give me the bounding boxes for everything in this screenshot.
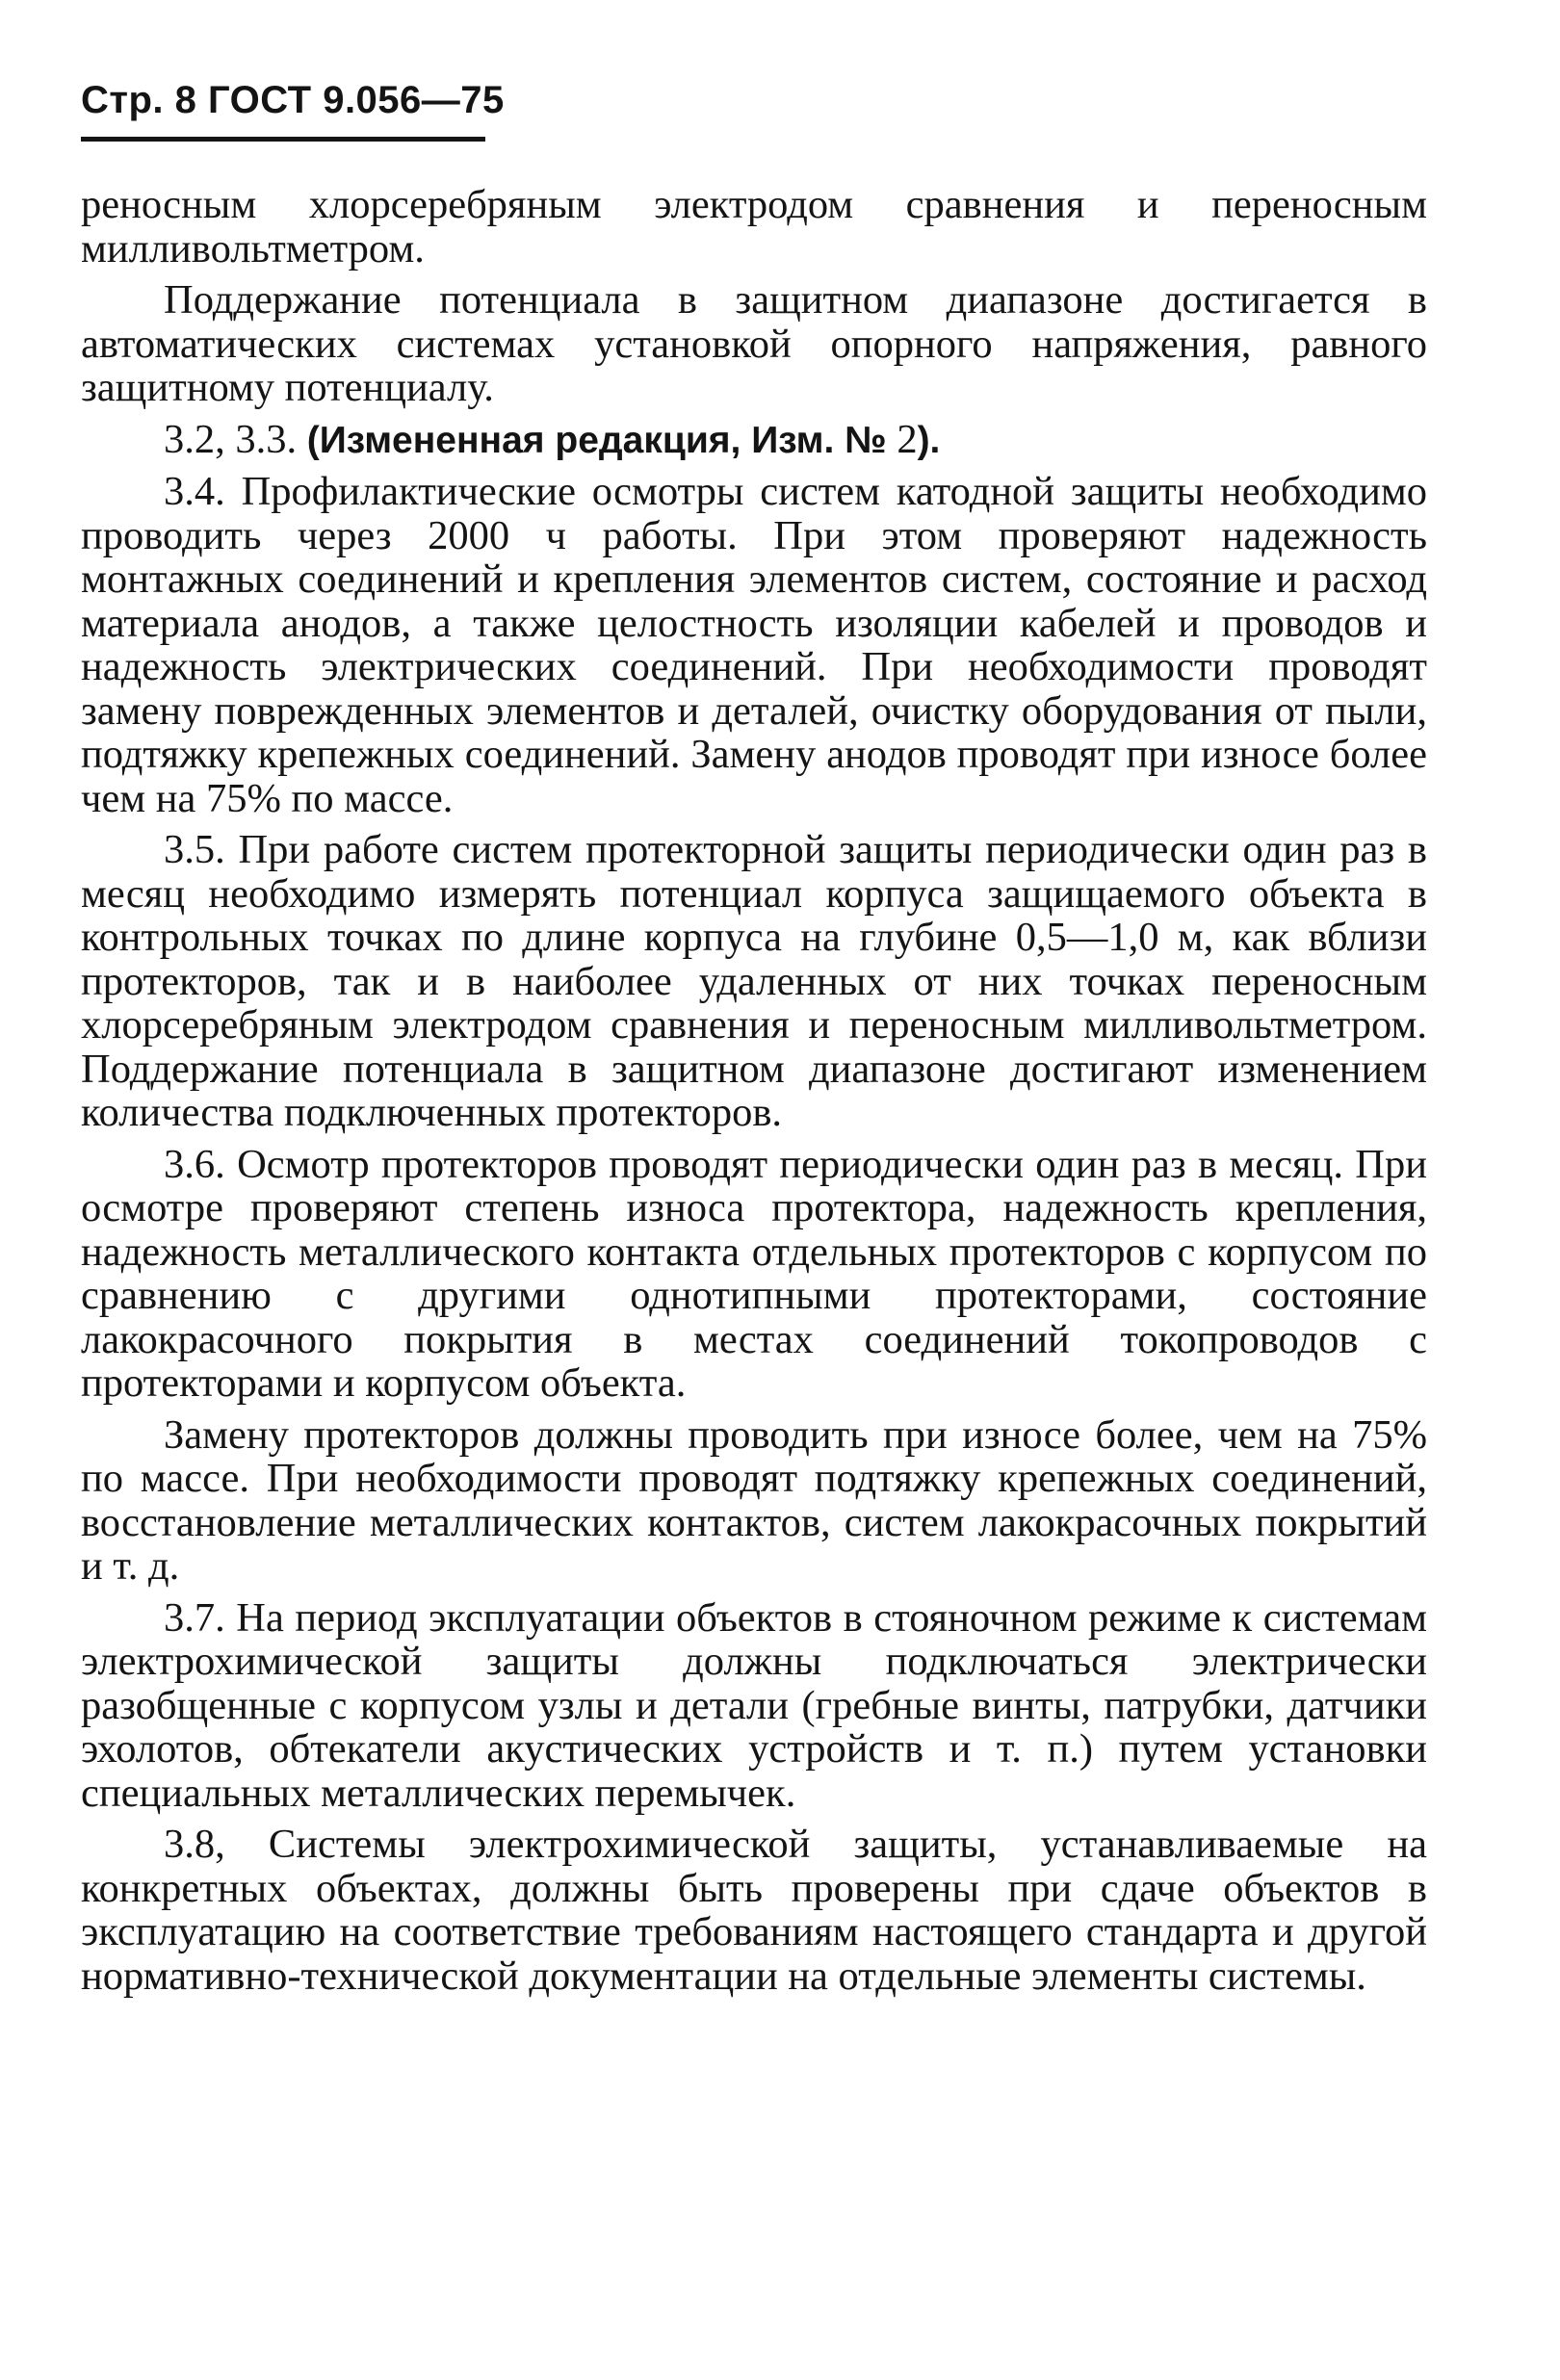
- paragraph-amendment-note: [81, 418, 1427, 463]
- amendment-number: 2: [897, 416, 918, 462]
- header-rule: [81, 137, 485, 142]
- amendment-open-paren: (: [306, 419, 320, 461]
- paragraph-3-7: 3.7. На период эксплуатации объектов в стояночном режиме к системам электрохимической защиты должны подключаться электрически разобщенные с корпусом узлы и детали (гребные винты, патрубки, датчики эхолотов, обтекатели акустических устройств и т. п.) путем установки специальных металлических перемычек.: [81, 1594, 1427, 1816]
- paragraph-3-4: 3.4. Профилактические осмотры систем катодной защиты необходимо проводить через 2000 ч работы. При этом проверяют надежность монтажных соединений и крепления элементов систем, состояние и расход материала анодов, а также целостность изоляции кабелей и проводов и надежность электрических соединений. При необходимости проводят замену поврежденных элементов и деталей, очистку оборудования от пыли, подтяжку крепежных соединений. Замену анодов проводят при износе более чем на 75% по массе.: [81, 469, 1427, 821]
- amendment-ref: 3.2, 3.3.: [164, 416, 298, 462]
- amendment-close: ).: [917, 419, 941, 461]
- paragraph-3-8: 3.8, Системы электрохимической защиты, устанавливаемые на конкретных объектах, должны быть проверены при сдаче объектов в эксплуатацию на соответствие требованиям настоящего стандарта и другой нормативно-технической документации на отдельные элементы системы.: [81, 1822, 1427, 1999]
- paragraph-protector-replacement: Замену протекторов должны проводить при износе более, чем на 75% по массе. При необходимости проводят подтяжку крепежных соединений, восстановление металлических контактов, систем лакокрасочных покрытий и т. д.: [81, 1411, 1427, 1589]
- header-title: Стр. 8 ГОСТ 9.056—75: [81, 79, 505, 121]
- paragraph-continuation: реносным хлорсеребряным электродом сравнения и переносным милливольтметром.: [81, 182, 1427, 272]
- amendment-label: Измененная редакция, Изм. №: [319, 419, 887, 461]
- page-header: [81, 77, 620, 123]
- paragraph-potential-maintenance: Поддержание потенциала в защитном диапазоне достигается в автоматических системах установкой опорного напряжения, равного защитному потенциалу.: [81, 277, 1427, 410]
- document-body: [81, 183, 1427, 2005]
- paragraph-3-6: 3.6. Осмотр протекторов проводят периодически один раз в месяц. При осмотре проверяют степень износа протектора, надежность крепления, надежность металлического контакта отдельных протекторов с корпусом по сравнению с другими однотипными протекторами, состояние лакокрасочного покрытия в местах соединений токопроводов с протекторами и корпусом объекта.: [81, 1141, 1427, 1406]
- paragraph-3-5: 3.5. При работе систем протекторной защиты периодически один раз в месяц необходимо измерять потенциал корпуса защищаемого объекта в контрольных точках по длине корпуса на глубине 0,5—1,0 м, как вблизи протекторов, так и в наиболее удаленных от них точках переносным хлорсеребряным электродом сравнения и переносным милливольтметром. Поддержание потенциала в защитном диапазоне достигают изменением количества подключенных протекторов.: [81, 827, 1427, 1135]
